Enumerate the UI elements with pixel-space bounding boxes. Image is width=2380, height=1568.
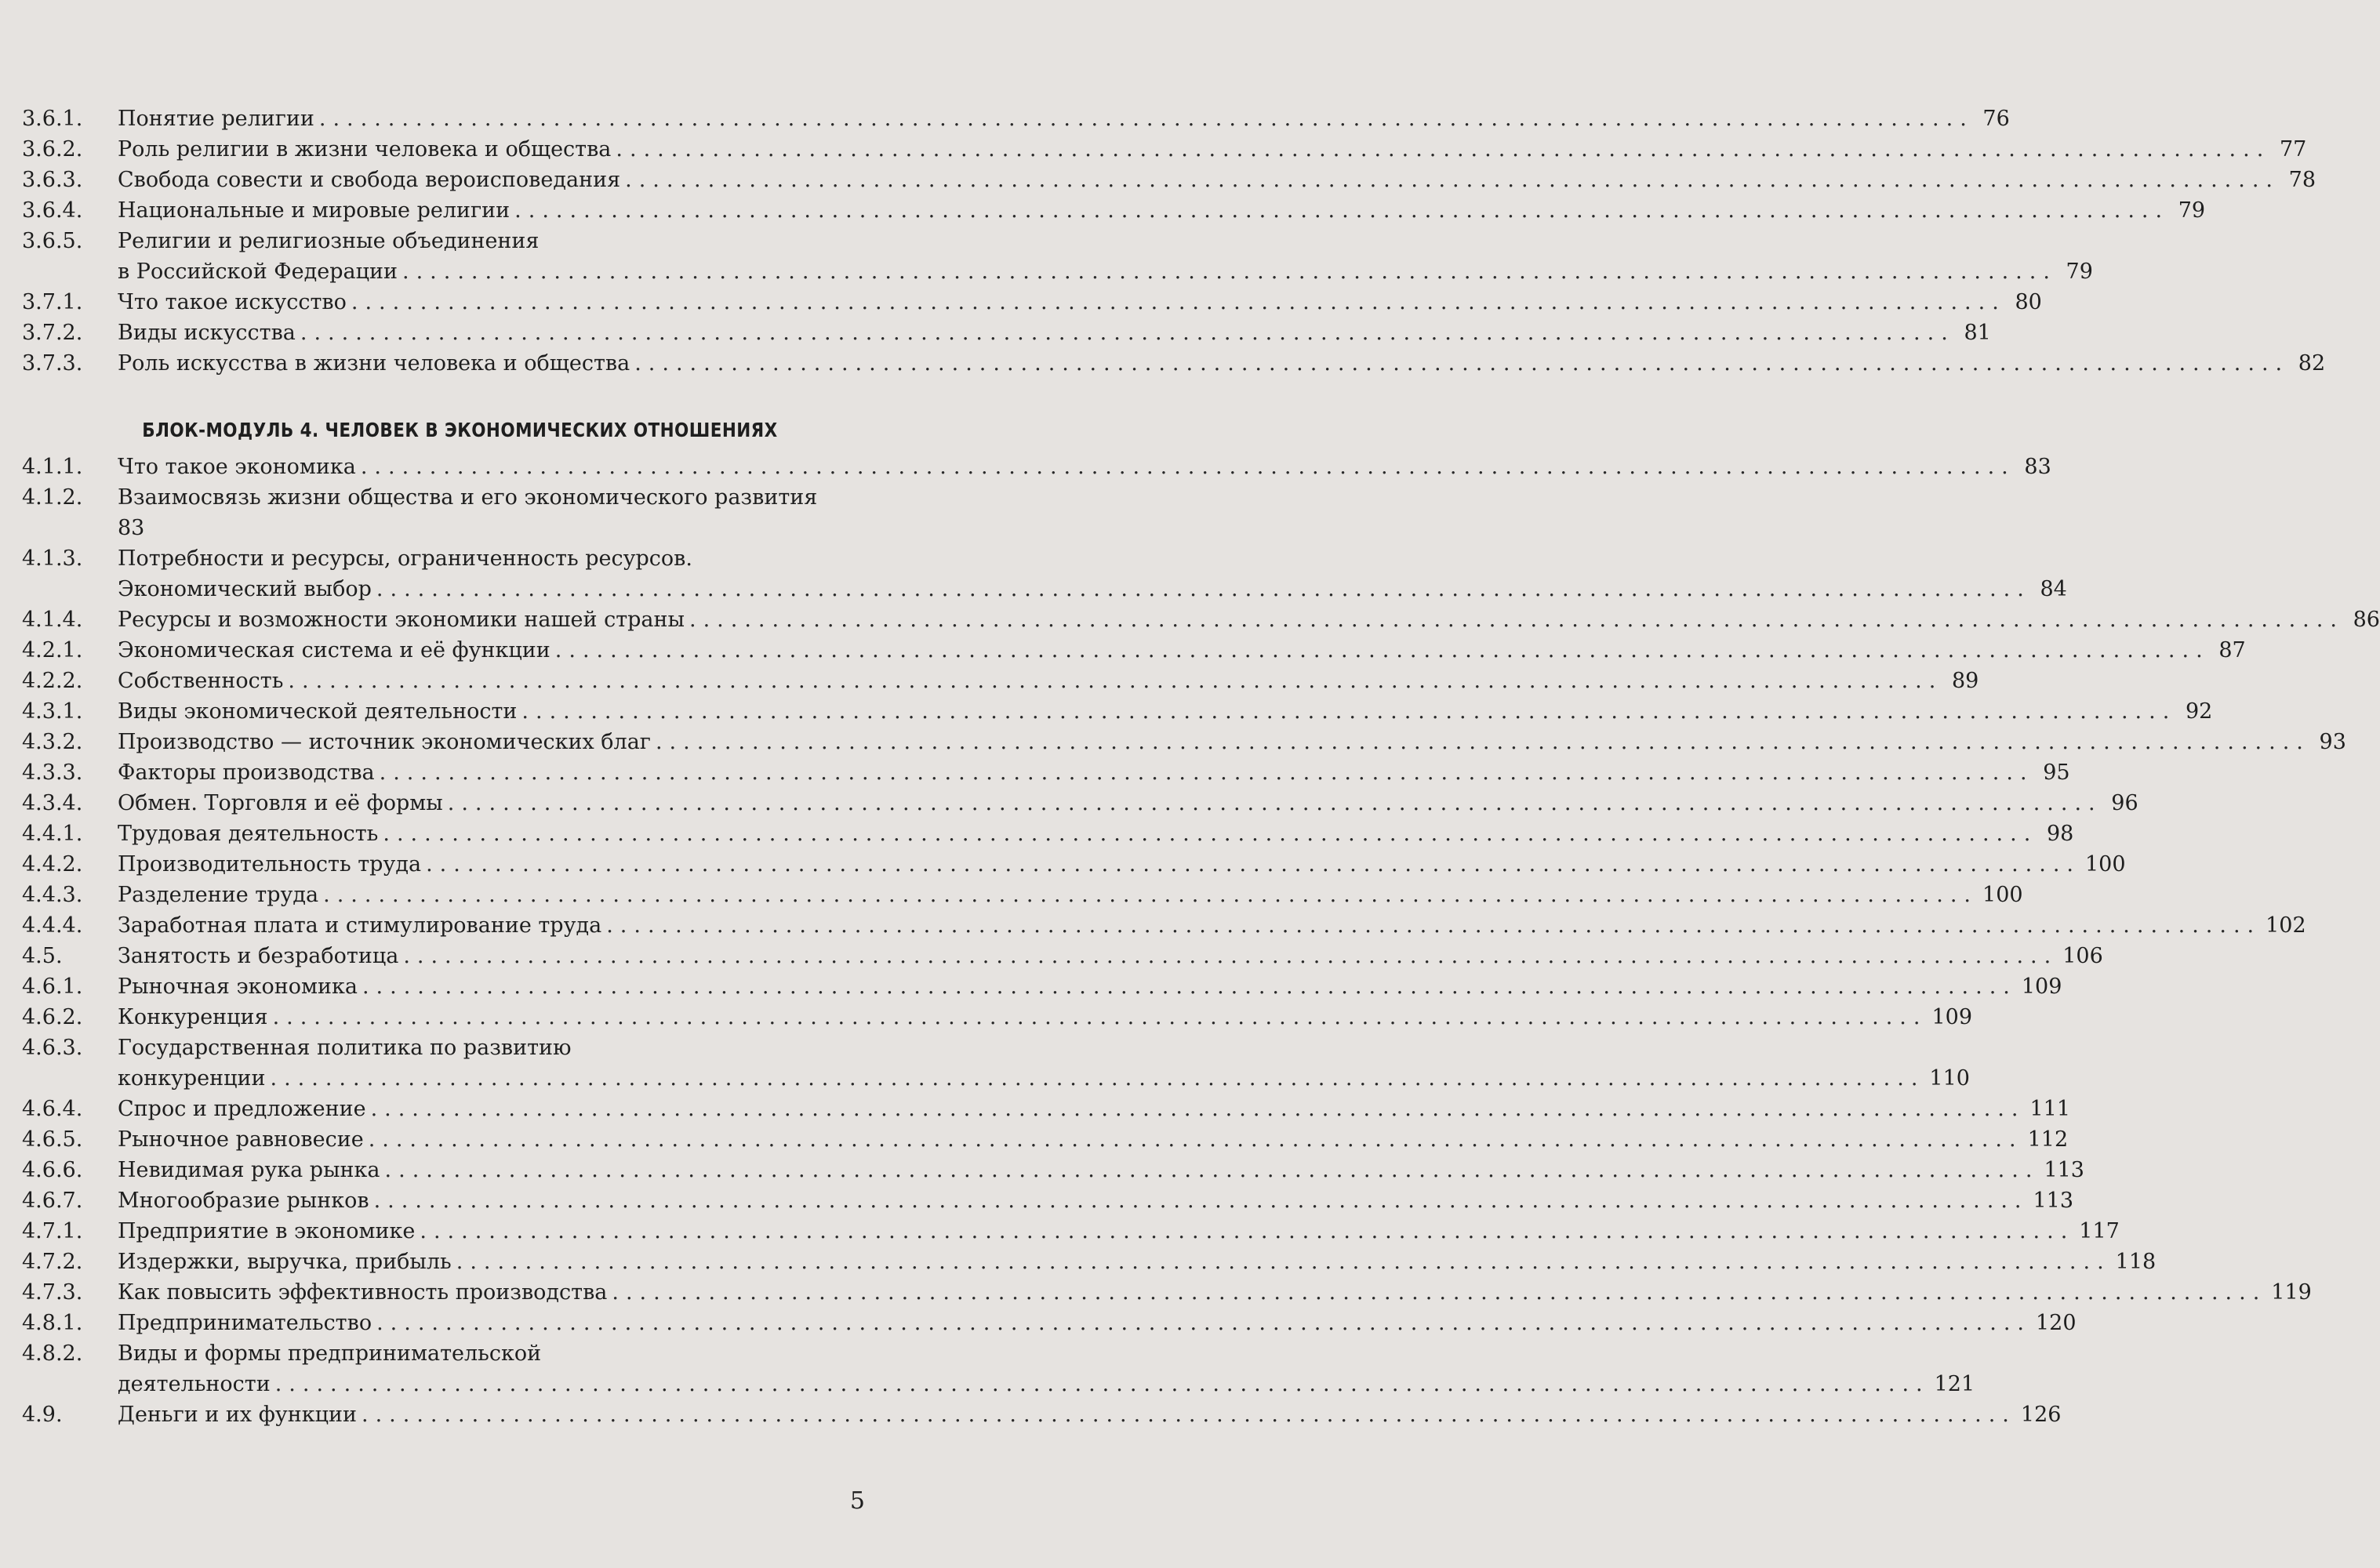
- toc-entry-line: [0, 165, 2316, 195]
- toc-entry-title-line: [118, 1155, 2084, 1185]
- toc-entry-number: 4.4.2.: [22, 852, 83, 877]
- toc-entry-title: Роль религии в жизни человека и общества: [118, 137, 612, 162]
- toc-entry: [0, 318, 1991, 348]
- toc-entry-title-line: [118, 1002, 1973, 1033]
- dot-leader: ........................................................................................................................: [318, 107, 1974, 131]
- toc-entry: [0, 348, 2326, 379]
- toc-entry-page: 106: [2062, 944, 2103, 968]
- dot-leader: ........................................................................................................................: [655, 730, 2310, 754]
- toc-entry-line: [0, 1185, 2074, 1216]
- toc-entry: [0, 818, 2074, 849]
- toc-entry-title: Национальные и мировые религии: [118, 198, 511, 223]
- toc-entry: [0, 941, 2103, 971]
- toc-entry-line: [0, 1094, 2071, 1124]
- toc-entry: [0, 165, 2316, 195]
- toc-entry-title-line: [118, 482, 888, 513]
- toc-entry-line: [0, 1033, 920, 1063]
- toc-entry: [0, 103, 2010, 134]
- toc-entry-title: Ресурсы и возможности экономики нашей страны: [118, 608, 685, 632]
- dot-leader: ........................................................................................................................: [420, 1219, 2075, 1243]
- toc-entry-line: [0, 318, 1991, 348]
- toc-entry-number: 4.4.4.: [22, 913, 83, 938]
- toc-entry: [0, 1033, 1970, 1094]
- toc-entry-line: [0, 727, 2346, 757]
- toc-entry: [0, 226, 2093, 287]
- toc-entry-title: Спрос и предложение: [118, 1097, 366, 1121]
- dot-leader: ........................................................................................................................: [554, 638, 2210, 662]
- toc-entry-title: Понятие религии: [118, 107, 314, 131]
- toc-entry-number: 4.3.4.: [22, 791, 83, 815]
- toc-entry-line: [0, 604, 2380, 635]
- toc-entry-number: 4.9.: [22, 1403, 63, 1427]
- toc-entry-title: конкуренции: [118, 1066, 266, 1091]
- toc-entry-number: 4.3.2.: [22, 730, 83, 754]
- toc-entry-line: [0, 1308, 2077, 1338]
- toc-entry: [0, 696, 2213, 727]
- toc-entry-line: [0, 543, 920, 574]
- toc-entry-title: Свобода совести и свобода вероисповедания: [118, 168, 621, 192]
- toc-entry-number: 4.6.1.: [22, 975, 83, 999]
- toc-entry: [0, 604, 2380, 635]
- toc-entry-page: 79: [2066, 260, 2093, 284]
- toc-entry-number: 4.6.4.: [22, 1097, 83, 1121]
- toc-entry-line: [0, 1247, 2157, 1277]
- dot-leader: ........................................................................................................................: [376, 577, 2031, 601]
- toc-entry-page: 119: [2271, 1280, 2312, 1305]
- dot-leader: ........................................................................................................................: [383, 822, 2038, 846]
- toc-entry-page: 109: [2021, 975, 2062, 999]
- toc-entry: [0, 287, 2042, 318]
- toc-entry-line: [0, 910, 2306, 941]
- toc-entry: [0, 635, 2246, 666]
- toc-entry-number: 3.6.5.: [22, 229, 83, 253]
- toc-entry-number: 3.6.2.: [22, 137, 83, 162]
- toc-entry-title: Виды и формы предпринимательской: [118, 1341, 542, 1366]
- dot-leader: ........................................................................................................................: [272, 1005, 1928, 1029]
- toc-entry-title: Государственная политика по развитию: [118, 1036, 572, 1060]
- toc-entry-page: 83: [118, 516, 145, 540]
- toc-entry-line: [0, 452, 2051, 482]
- toc-entry-line: [0, 134, 2307, 165]
- toc-entry-page: 78: [2288, 168, 2316, 192]
- toc-entry: [0, 971, 2062, 1002]
- toc-entry-title-line: [118, 910, 2306, 941]
- toc-entry-title-line: [118, 513, 888, 543]
- toc-entry-title-line: [118, 604, 2380, 635]
- dot-leader: ........................................................................................................................: [616, 137, 2271, 162]
- dot-leader: ........................................................................................................................: [456, 1250, 2111, 1274]
- toc-entry-title-line: [118, 1185, 2074, 1216]
- dot-leader: ........................................................................................................................: [634, 351, 2290, 376]
- toc-entry-title-line: [118, 757, 2070, 788]
- toc-entry-line: [0, 1369, 1975, 1399]
- toc-entry-title-line: [118, 1308, 2077, 1338]
- dot-leader: ........................................................................................................................: [606, 913, 2262, 938]
- toc-entry-line: [0, 666, 1979, 696]
- toc-entry-title-line: [118, 941, 2103, 971]
- toc-entry-title: Рыночное равновесие: [118, 1127, 364, 1152]
- toc-entry-title: Виды искусства: [118, 321, 296, 345]
- toc-entry: [0, 134, 2307, 165]
- toc-entry-number: 4.1.3.: [22, 546, 83, 571]
- toc-entry-number: 4.3.1.: [22, 699, 83, 724]
- toc-entry-page: 89: [1951, 669, 1979, 693]
- toc-entry-page: 93: [2319, 730, 2346, 754]
- dot-leader: ........................................................................................................................: [379, 760, 2034, 785]
- dot-leader: ........................................................................................................................: [376, 1311, 2031, 1335]
- toc-entry: [0, 1216, 2120, 1247]
- toc-entry: [0, 1277, 2312, 1308]
- toc-entry-title: Факторы производства: [118, 760, 375, 785]
- toc-entry-title: Потребности и ресурсы, ограниченность ресурсов.: [118, 546, 692, 571]
- toc-entry-title: Трудовая деятельность: [118, 822, 379, 846]
- toc-entry-number: 4.1.2.: [22, 485, 83, 510]
- toc-entry-line: [0, 788, 2138, 818]
- toc-entry-number: 4.6.6.: [22, 1158, 83, 1182]
- toc-entry-title: Виды экономической деятельности: [118, 699, 518, 724]
- toc-entry-title-line: [118, 452, 2051, 482]
- toc-entry-title-line: [118, 1277, 2312, 1308]
- dot-leader: ........................................................................................................................: [361, 1403, 2016, 1427]
- dot-leader: ........................................................................................................................: [403, 944, 2058, 968]
- toc-entry-title: Производство — источник экономических благ: [118, 730, 651, 754]
- toc-entry-title-line: [118, 1216, 2120, 1247]
- toc-entry-page: 96: [2111, 791, 2138, 815]
- toc-entry-title: Что такое экономика: [118, 455, 356, 479]
- toc-entry: [0, 910, 2306, 941]
- toc-entry-line: [0, 1063, 1970, 1094]
- toc-entry-page: 87: [2218, 638, 2246, 662]
- toc-entry-line: [0, 880, 2023, 910]
- toc-entry-line: [0, 849, 2126, 880]
- dot-leader: ........................................................................................................................: [521, 699, 2177, 724]
- toc-entry-title-line: [118, 1063, 1970, 1094]
- toc-entry-title: Собственность: [118, 669, 284, 693]
- toc-entry-page: 102: [2266, 913, 2306, 938]
- toc-entry-title: Издержки, выручка, прибыль: [118, 1250, 452, 1274]
- toc-entry-title: Предпринимательство: [118, 1311, 372, 1335]
- dot-leader: ........................................................................................................................: [368, 1127, 2023, 1152]
- toc-entry-title-line: [118, 1338, 888, 1369]
- toc-entry-number: 4.7.2.: [22, 1250, 83, 1274]
- toc-entry: [0, 1338, 1975, 1399]
- toc-entry-title-line: [118, 195, 2206, 226]
- dot-leader: ........................................................................................................................: [360, 455, 2015, 479]
- toc-entry-page: 98: [2046, 822, 2074, 846]
- page-number: 5: [849, 1487, 865, 1515]
- dot-leader: ........................................................................................................................: [351, 290, 2006, 314]
- dot-leader: ........................................................................................................................: [514, 198, 2170, 223]
- toc-entry-number: 4.2.2.: [22, 669, 83, 693]
- toc-entry-title-line: [118, 666, 1979, 696]
- toc-entry: [0, 666, 1979, 696]
- toc-entry-page: 83: [2024, 455, 2051, 479]
- toc-list-block-module-4: [0, 452, 2380, 1430]
- dot-leader: ........................................................................................................................: [384, 1158, 2040, 1182]
- toc-entry-page: 126: [2020, 1403, 2062, 1427]
- toc-entry-page: 120: [2036, 1311, 2077, 1335]
- toc-entry-page: 86: [2353, 608, 2380, 632]
- toc-entry-title: Экономическая система и её функции: [118, 638, 550, 662]
- toc-entry: [0, 1002, 1973, 1033]
- toc-entry: [0, 1399, 2062, 1430]
- toc-entry-number: 4.6.2.: [22, 1005, 83, 1029]
- toc-entry-line: [0, 696, 2213, 727]
- toc-entry-number: 4.1.4.: [22, 608, 83, 632]
- toc-entry-title: Как повысить эффективность производства: [118, 1280, 608, 1305]
- toc-entry-title-line: [118, 1033, 888, 1063]
- toc-entry-page: 81: [1964, 321, 1991, 345]
- toc-entry-line: [0, 226, 920, 256]
- toc-entry-title: Обмен. Торговля и её формы: [118, 791, 443, 815]
- toc-entry-number: 4.7.1.: [22, 1219, 83, 1243]
- toc-entry-title: Религии и религиозные объединения: [118, 229, 540, 253]
- toc-entry-page: 80: [2015, 290, 2042, 314]
- toc-list-chapter-3: [0, 103, 2326, 379]
- toc-entry-page: 84: [2040, 577, 2067, 601]
- toc-entry-number: 4.8.2.: [22, 1341, 83, 1366]
- toc-entry-title-line: [118, 849, 2126, 880]
- toc-entry-line: [0, 482, 920, 513]
- toc-entry-line: [0, 757, 2070, 788]
- toc-entry-title: Многообразие рынков: [118, 1189, 369, 1213]
- toc-entry-title: Взаимосвязь жизни общества и его экономического развития: [118, 485, 818, 510]
- toc-entry-title: деятельности: [118, 1372, 271, 1396]
- toc-entry-title-line: [118, 348, 2326, 379]
- toc-entry-title-line: [118, 788, 2138, 818]
- toc-entry: [0, 452, 2051, 482]
- toc-entry: [0, 195, 2206, 226]
- toc-entry-number: 3.6.3.: [22, 168, 83, 192]
- dot-leader: ........................................................................................................................: [370, 1097, 2026, 1121]
- toc-entry: [0, 482, 920, 543]
- toc-entry-title: Производительность труда: [118, 852, 422, 877]
- dot-leader: ........................................................................................................................: [323, 883, 1978, 907]
- toc-entry-line: [0, 348, 2326, 379]
- toc-entry-line: [0, 1002, 1973, 1033]
- toc-entry-line: [0, 195, 2206, 226]
- toc-entry-page: 117: [2079, 1219, 2120, 1243]
- toc-entry-line: [0, 971, 2062, 1002]
- toc-entry-title: Роль искусства в жизни человека и общества: [118, 351, 630, 376]
- toc-entry-page: 76: [1982, 107, 2010, 131]
- dot-leader: ........................................................................................................................: [373, 1189, 2029, 1213]
- toc-entry-number: 4.6.5.: [22, 1127, 83, 1152]
- toc-entry-number: 4.4.3.: [22, 883, 83, 907]
- toc-entry-title-line: [118, 971, 2062, 1002]
- toc-entry-number: 4.6.3.: [22, 1036, 83, 1060]
- toc-entry-number: 4.6.7.: [22, 1189, 83, 1213]
- toc-entry-line: [0, 256, 2093, 287]
- toc-entry-title: Деньги и их функции: [118, 1403, 357, 1427]
- toc-entry-page: 118: [2115, 1250, 2157, 1274]
- toc-entry-number: 4.3.3.: [22, 760, 83, 785]
- toc-entry-page: 92: [2185, 699, 2213, 724]
- toc-entry: [0, 1308, 2077, 1338]
- toc-entry-page: 79: [2178, 198, 2206, 223]
- toc-entry-title: Экономический выбор: [118, 577, 372, 601]
- toc-entry-number: 4.4.1.: [22, 822, 83, 846]
- toc-entry-number: 3.7.1.: [22, 290, 83, 314]
- toc-entry-title: Занятость и безработица: [118, 944, 399, 968]
- toc-entry-number: 4.2.1.: [22, 638, 83, 662]
- toc-entry-page: 112: [2027, 1127, 2069, 1152]
- toc-entry: [0, 757, 2070, 788]
- toc-entry-number: 3.7.3.: [22, 351, 83, 376]
- toc-entry: [0, 849, 2126, 880]
- section-heading: БЛОК-МОДУЛЬ 4. ЧЕЛОВЕК В ЭКОНОМИЧЕСКИХ ОТНОШЕНИЯХ: [142, 419, 778, 441]
- toc-entry-title-line: [118, 635, 2246, 666]
- toc-entry-line: [0, 1216, 2120, 1247]
- toc-entry-title: Невидимая рука рынка: [118, 1158, 380, 1182]
- dot-leader: ........................................................................................................................: [625, 168, 2280, 192]
- toc-entry-line: [0, 1399, 2062, 1430]
- toc-entry-line: [0, 1338, 920, 1369]
- toc-entry-title-line: [118, 1124, 2069, 1155]
- toc-entry-title-line: [118, 256, 2093, 287]
- toc-entry-line: [0, 1277, 2312, 1308]
- toc-entry-title-line: [118, 574, 2067, 604]
- toc-entry-line: [0, 1155, 2084, 1185]
- toc-entry-title: Конкуренция: [118, 1005, 268, 1029]
- toc-entry-title: Заработная плата и стимулирование труда: [118, 913, 602, 938]
- toc-entry-page: 109: [1931, 1005, 1973, 1029]
- toc-entry-page: 113: [2044, 1158, 2084, 1182]
- dot-leader: ........................................................................................................................: [447, 791, 2102, 815]
- toc-entry-page: 100: [1982, 883, 2023, 907]
- toc-entry-line: [0, 635, 2246, 666]
- toc-entry-title-line: [118, 103, 2010, 134]
- toc-entry: [0, 727, 2346, 757]
- dot-leader: ........................................................................................................................: [402, 260, 2057, 284]
- toc-entry-title-line: [118, 1247, 2157, 1277]
- toc-entry-title-line: [118, 727, 2346, 757]
- toc-entry-number: 4.1.1.: [22, 455, 83, 479]
- dot-leader: ........................................................................................................................: [612, 1280, 2267, 1305]
- dot-leader: ........................................................................................................................: [274, 1372, 1930, 1396]
- toc-entry: [0, 543, 2067, 604]
- toc-entry-page: 77: [2279, 137, 2307, 162]
- toc-entry: [0, 1247, 2157, 1277]
- toc-entry-title: в Российской Федерации: [118, 260, 398, 284]
- toc-entry-page: 121: [1934, 1372, 1975, 1396]
- toc-entry-title-line: [118, 318, 1991, 348]
- toc-entry-page: 110: [1929, 1066, 1970, 1091]
- toc-entry-title-line: [118, 134, 2307, 165]
- toc-entry-title-line: [118, 226, 888, 256]
- toc-entry-number: 4.5.: [22, 944, 63, 968]
- toc-entry-line: [0, 513, 920, 543]
- toc-entry-page: 100: [2084, 852, 2126, 877]
- toc-entry: [0, 1124, 2069, 1155]
- dot-leader: ........................................................................................................................: [689, 608, 2344, 632]
- toc-entry-title: Разделение труда: [118, 883, 319, 907]
- toc-entry-title-line: [118, 1399, 2062, 1430]
- toc-entry-number: 4.7.3.: [22, 1280, 83, 1305]
- toc-entry-title: Рыночная экономика: [118, 975, 358, 999]
- toc-entry-line: [0, 818, 2074, 849]
- toc-entry-title-line: [118, 880, 2023, 910]
- toc-entry-title-line: [118, 165, 2316, 195]
- toc-entry-number: 3.6.1.: [22, 107, 83, 131]
- dot-leader: ........................................................................................................................: [288, 669, 1943, 693]
- dot-leader: ........................................................................................................................: [300, 321, 1955, 345]
- toc-entry-page: 95: [2043, 760, 2070, 785]
- toc-entry-title: Что такое искусство: [118, 290, 347, 314]
- toc-entry-number: 3.6.4.: [22, 198, 83, 223]
- toc-entry-title-line: [118, 696, 2213, 727]
- toc-entry-line: [0, 287, 2042, 318]
- toc-entry-title-line: [118, 287, 2042, 318]
- toc-entry-number: 3.7.2.: [22, 321, 83, 345]
- toc-entry-page: 113: [2033, 1189, 2074, 1213]
- toc-entry-title-line: [118, 1094, 2071, 1124]
- toc-entry-number: 4.8.1.: [22, 1311, 83, 1335]
- toc-entry-line: [0, 574, 2067, 604]
- toc-entry-line: [0, 1124, 2069, 1155]
- toc-entry: [0, 1155, 2084, 1185]
- toc-entry: [0, 1094, 2071, 1124]
- toc-entry-line: [0, 941, 2103, 971]
- toc-entry-title-line: [118, 543, 888, 574]
- dot-leader: ........................................................................................................................: [270, 1066, 1925, 1091]
- toc-entry: [0, 1185, 2074, 1216]
- dot-leader: ........................................................................................................................: [426, 852, 2080, 877]
- toc-entry-title-line: [118, 1369, 1975, 1399]
- toc-entry-page: 111: [2029, 1097, 2071, 1121]
- toc-entry: [0, 788, 2138, 818]
- toc-entry-title-line: [118, 818, 2074, 849]
- toc-entry-line: [0, 103, 2010, 134]
- toc-entry: [0, 880, 2023, 910]
- dot-leader: ........................................................................................................................: [362, 975, 2017, 999]
- toc-entry-page: 82: [2298, 351, 2326, 376]
- toc-entry-title: Предприятие в экономике: [118, 1219, 416, 1243]
